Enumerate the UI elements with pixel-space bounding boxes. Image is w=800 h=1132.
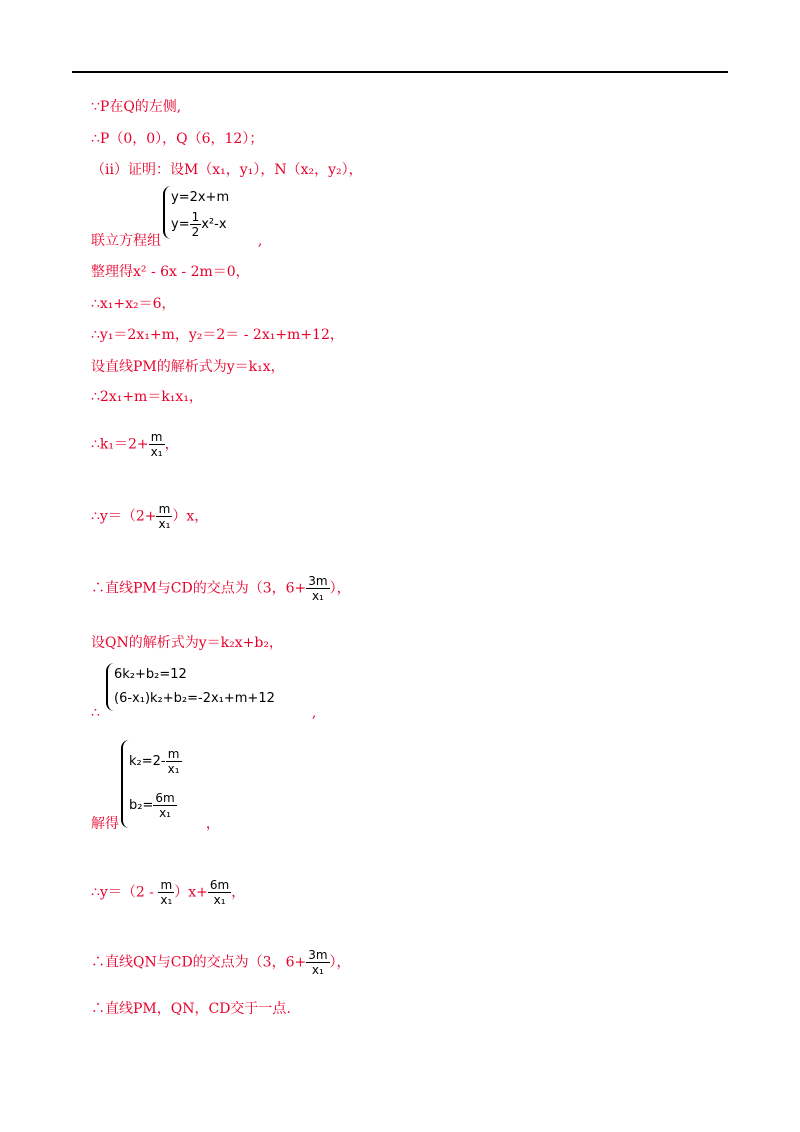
equation-system-1 <box>163 186 229 239</box>
line-10: ∴k₁＝2+ $\frac{m}{\text{x₁}}$ ， <box>91 430 179 459</box>
line-8: 设直线PM的解析式为y＝k₁x， <box>91 359 285 375</box>
line-3: （ii）证明：设M（x₁，y₁），N（x₂，y₂）， <box>91 162 363 178</box>
fraction-6m-over-x1: $\frac{6m}{\text{x₁}}$ <box>209 878 230 907</box>
line-18: ∴直线PM，QN，CD交于一点. <box>91 1001 291 1017</box>
fraction-3m-over-x1: $\frac{3m}{\text{x₁}}$ <box>308 574 328 603</box>
line-5: 整理得x² - 6x - 2m＝0， <box>91 264 250 280</box>
equation-system-3 <box>121 740 182 828</box>
line-13: 设QN的解析式为y＝k₂x+b₂， <box>91 635 283 651</box>
header-rule <box>72 71 728 73</box>
fraction-m-over-x1: $\frac{m}{\text{x₁}}$ <box>158 502 171 531</box>
sys1-frac: $\frac{1}{2}$ <box>191 210 200 239</box>
fraction-m-over-x1: $\frac{m}{\text{x₁}}$ <box>150 430 163 459</box>
line-15: 解得 ， <box>91 816 220 832</box>
line-11: ∴y＝（2+ $\frac{m}{\text{x₁}}$ ）x， <box>91 502 209 531</box>
line-17: ∴直线QN与CD的交点为（3，6+ $\frac{3m}{\text{x₁}}$ ）， <box>91 948 351 977</box>
line-9: ∴2x₁+m＝k₁x₁， <box>91 389 203 405</box>
line-12: ∴直线PM与CD的交点为（3，6+ $\frac{3m}{\text{x₁}}$ ）， <box>91 574 351 603</box>
sys2-eq1: 6k₂+b₂=12 <box>114 667 187 682</box>
line-2: ∴P（0，0），Q（6，12）； <box>91 131 264 147</box>
fraction-3m-over-x1: $\frac{3m}{\text{x₁}}$ <box>308 948 328 977</box>
sys3-eq2: b₂= $\frac{6m}{\text{x₁}}$ <box>129 791 175 820</box>
sys1-eq2: y= $\frac{1}{2}$ x²-x <box>171 210 227 239</box>
line-14: ∴ , <box>91 705 317 721</box>
line-7: ∴y₁＝2x₁+m，y₂＝2＝ - 2x₁+m+12， <box>91 327 344 343</box>
sys1-eq1: y=2x+m <box>171 190 230 205</box>
sys2-eq2: (6-x₁)k₂+b₂=-2x₁+m+12 <box>114 691 275 706</box>
line-4-suffix: , <box>257 233 263 249</box>
fraction-m-over-x1: $\frac{m}{\text{x₁}}$ <box>160 878 173 907</box>
line-4-prefix: 联立方程组 <box>91 233 161 249</box>
line-16: ∴y＝（2 - $\frac{m}{\text{x₁}}$ ）x+ $\frac{6m}{\text{x₁}}$ ， <box>91 878 246 907</box>
equation-system-2 <box>106 663 275 711</box>
line-6: ∴x₁+x₂＝6， <box>91 296 176 312</box>
line-1: ∵P在Q的左侧, <box>91 99 182 115</box>
sys3-eq1: k₂=2- $\frac{m}{\text{x₁}}$ <box>129 747 180 776</box>
